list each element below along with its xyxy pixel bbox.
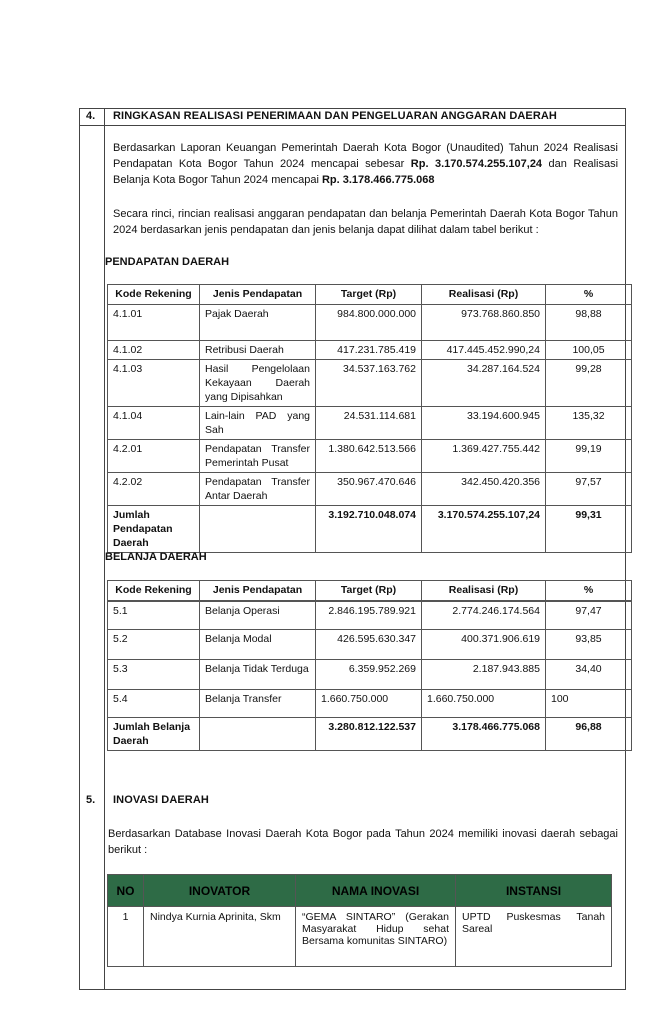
column-header: Kode Rekening xyxy=(108,581,200,601)
realisasi-cell: 2.774.246.174.564 xyxy=(422,601,546,630)
section-4-number: 4. xyxy=(86,110,96,122)
persen-cell: 100 xyxy=(546,690,632,718)
column-header: Kode Rekening xyxy=(108,285,200,305)
column-header: Jenis Pendapatan xyxy=(200,285,316,305)
section-4-paragraph-2: Secara rinci, rincian realisasi anggaran pendapatan dan belanja Pemerintah Daerah Kota Bogor Tahun 2024 berdasarkan jenis pendapatan dan jenis belanja dapat dilihat dalam tabel berikut : xyxy=(113,208,618,236)
pendapatan-table xyxy=(107,284,632,553)
target-cell: 350.967.470.646 xyxy=(316,473,422,506)
realisasi-cell: 1.369.427.755.442 xyxy=(422,440,546,473)
section-5-paragraph: Berdasarkan Database Inovasi Daerah Kota Bogor pada Tahun 2024 memiliki inovasi daerah sebagai berikut : xyxy=(108,828,618,856)
total-target: 3.192.710.048.074 xyxy=(316,506,422,553)
column-header: Realisasi (Rp) xyxy=(422,581,546,601)
column-header: NO xyxy=(108,875,144,907)
table-header-row xyxy=(108,875,612,907)
column-header: % xyxy=(546,285,632,305)
nama-inovasi-cell: “GEMA SINTARO” (Gerakan Masyarakat Hidup sehat Bersama komunitas SINTARO) xyxy=(296,907,456,967)
jenis-cell: Pendapatan Transfer Antar Daerah xyxy=(200,473,316,506)
table-row xyxy=(108,907,612,967)
kode-cell: 4.1.02 xyxy=(108,341,200,360)
kode-cell: 4.2.01 xyxy=(108,440,200,473)
jenis-cell: Belanja Tidak Terduga xyxy=(200,660,316,690)
target-cell: 34.537.163.762 xyxy=(316,360,422,407)
section-5-number: 5. xyxy=(86,794,96,806)
empty-cell xyxy=(200,718,316,751)
persen-cell: 93,85 xyxy=(546,630,632,660)
target-cell: 417.231.785.419 xyxy=(316,341,422,360)
empty-cell xyxy=(200,506,316,553)
no-cell: 1 xyxy=(108,907,144,967)
realisasi-cell: 34.287.164.524 xyxy=(422,360,546,407)
table-row xyxy=(108,473,632,506)
jenis-cell: Lain-lain PAD yang Sah xyxy=(200,407,316,440)
table-row xyxy=(108,601,632,630)
table-row xyxy=(108,630,632,660)
jenis-cell: Belanja Modal xyxy=(200,630,316,660)
table-row xyxy=(108,341,632,360)
total-persen: 96,88 xyxy=(546,718,632,751)
realisasi-cell: 2.187.943.885 xyxy=(422,660,546,690)
kode-cell: 5.1 xyxy=(108,601,200,630)
jenis-cell: Belanja Operasi xyxy=(200,601,316,630)
table-row xyxy=(108,360,632,407)
jenis-cell: Belanja Transfer xyxy=(200,690,316,718)
total-label: Jumlah Belanja Daerah xyxy=(108,718,200,751)
column-header: Jenis Pendapatan xyxy=(200,581,316,601)
jenis-cell: Retribusi Daerah xyxy=(200,341,316,360)
table-header-row xyxy=(108,581,632,601)
instansi-cell: UPTD Puskesmas Tanah Sareal xyxy=(456,907,612,967)
realisasi-cell: 400.371.906.619 xyxy=(422,630,546,660)
jenis-cell: Pendapatan Transfer Pemerintah Pusat xyxy=(200,440,316,473)
total-row xyxy=(108,506,632,553)
column-header: Target (Rp) xyxy=(316,285,422,305)
target-cell: 426.595.630.347 xyxy=(316,630,422,660)
total-realisasi: 3.178.466.775.068 xyxy=(422,718,546,751)
kode-cell: 4.1.03 xyxy=(108,360,200,407)
column-header: % xyxy=(546,581,632,601)
persen-cell: 97,57 xyxy=(546,473,632,506)
kode-cell: 4.1.04 xyxy=(108,407,200,440)
total-persen: 99,31 xyxy=(546,506,632,553)
realisasi-cell: 417.445.452.990,24 xyxy=(422,341,546,360)
persen-cell: 135,32 xyxy=(546,407,632,440)
table-row xyxy=(108,660,632,690)
realisasi-cell: 973.768.860.850 xyxy=(422,305,546,341)
inovasi-table xyxy=(107,874,612,967)
column-header: Target (Rp) xyxy=(316,581,422,601)
persen-cell: 100,05 xyxy=(546,341,632,360)
realisasi-cell: 33.194.600.945 xyxy=(422,407,546,440)
column-header: Realisasi (Rp) xyxy=(422,285,546,305)
kode-cell: 5.4 xyxy=(108,690,200,718)
target-cell: 2.846.195.789.921 xyxy=(316,601,422,630)
kode-cell: 4.2.02 xyxy=(108,473,200,506)
frame-column-divider xyxy=(104,109,105,989)
target-cell: 24.531.114.681 xyxy=(316,407,422,440)
jenis-cell: Hasil Pengelolaan Kekayaan Daerah yang Dipisahkan xyxy=(200,360,316,407)
column-header: INSTANSI xyxy=(456,875,612,907)
realisasi-pendapatan-amount: Rp. 3.170.574.255.107,24 xyxy=(410,158,543,170)
realisasi-belanja-amount: Rp. 3.178.466.775.068 xyxy=(321,174,435,186)
target-cell: 984.800.000.000 xyxy=(316,305,422,341)
frame-top-divider xyxy=(80,125,625,126)
section-4-paragraph-1: Berdasarkan Laporan Keuangan Pemerintah Daerah Kota Bogor (Unaudited) Tahun 2024 Realisasi Pendapatan Kota Bogor Tahun 2024 mencapai sebesar Rp. 3.170.574.255.107,24 dan Realisasi Belanja Kota Bogor Tahun 2024 mencapai Rp. 3.178.466.775.068 xyxy=(113,142,619,186)
kode-cell: 5.2 xyxy=(108,630,200,660)
persen-cell: 99,19 xyxy=(546,440,632,473)
target-cell: 6.359.952.269 xyxy=(316,660,422,690)
persen-cell: 98,88 xyxy=(546,305,632,341)
target-cell: 1.660.750.000 xyxy=(316,690,422,718)
section-5-title: INOVASI DAERAH xyxy=(113,794,209,806)
persen-cell: 97,47 xyxy=(546,601,632,630)
kode-cell: 4.1.01 xyxy=(108,305,200,341)
kode-cell: 5.3 xyxy=(108,660,200,690)
total-label: Jumlah Pendapatan Daerah xyxy=(108,506,200,553)
target-cell: 1.380.642.513.566 xyxy=(316,440,422,473)
belanja-table xyxy=(107,580,632,751)
pendapatan-heading: PENDAPATAN DAERAH xyxy=(105,256,230,268)
persen-cell: 34,40 xyxy=(546,660,632,690)
total-realisasi: 3.170.574.255.107,24 xyxy=(422,506,546,553)
column-header: NAMA INOVASI xyxy=(296,875,456,907)
belanja-heading: BELANJA DAERAH xyxy=(105,551,207,563)
table-row xyxy=(108,690,632,718)
realisasi-cell: 1.660.750.000 xyxy=(422,690,546,718)
jenis-cell: Pajak Daerah xyxy=(200,305,316,341)
section-4-title: RINGKASAN REALISASI PENERIMAAN DAN PENGELUARAN ANGGARAN DAERAH xyxy=(113,110,557,122)
persen-cell: 99,28 xyxy=(546,360,632,407)
realisasi-cell: 342.450.420.356 xyxy=(422,473,546,506)
total-target: 3.280.812.122.537 xyxy=(316,718,422,751)
table-header-row xyxy=(108,285,632,305)
total-row xyxy=(108,718,632,751)
table-row xyxy=(108,407,632,440)
table-row xyxy=(108,440,632,473)
column-header: INOVATOR xyxy=(144,875,296,907)
table-row xyxy=(108,305,632,341)
inovator-cell: Nindya Kurnia Aprinita, Skm xyxy=(144,907,296,967)
